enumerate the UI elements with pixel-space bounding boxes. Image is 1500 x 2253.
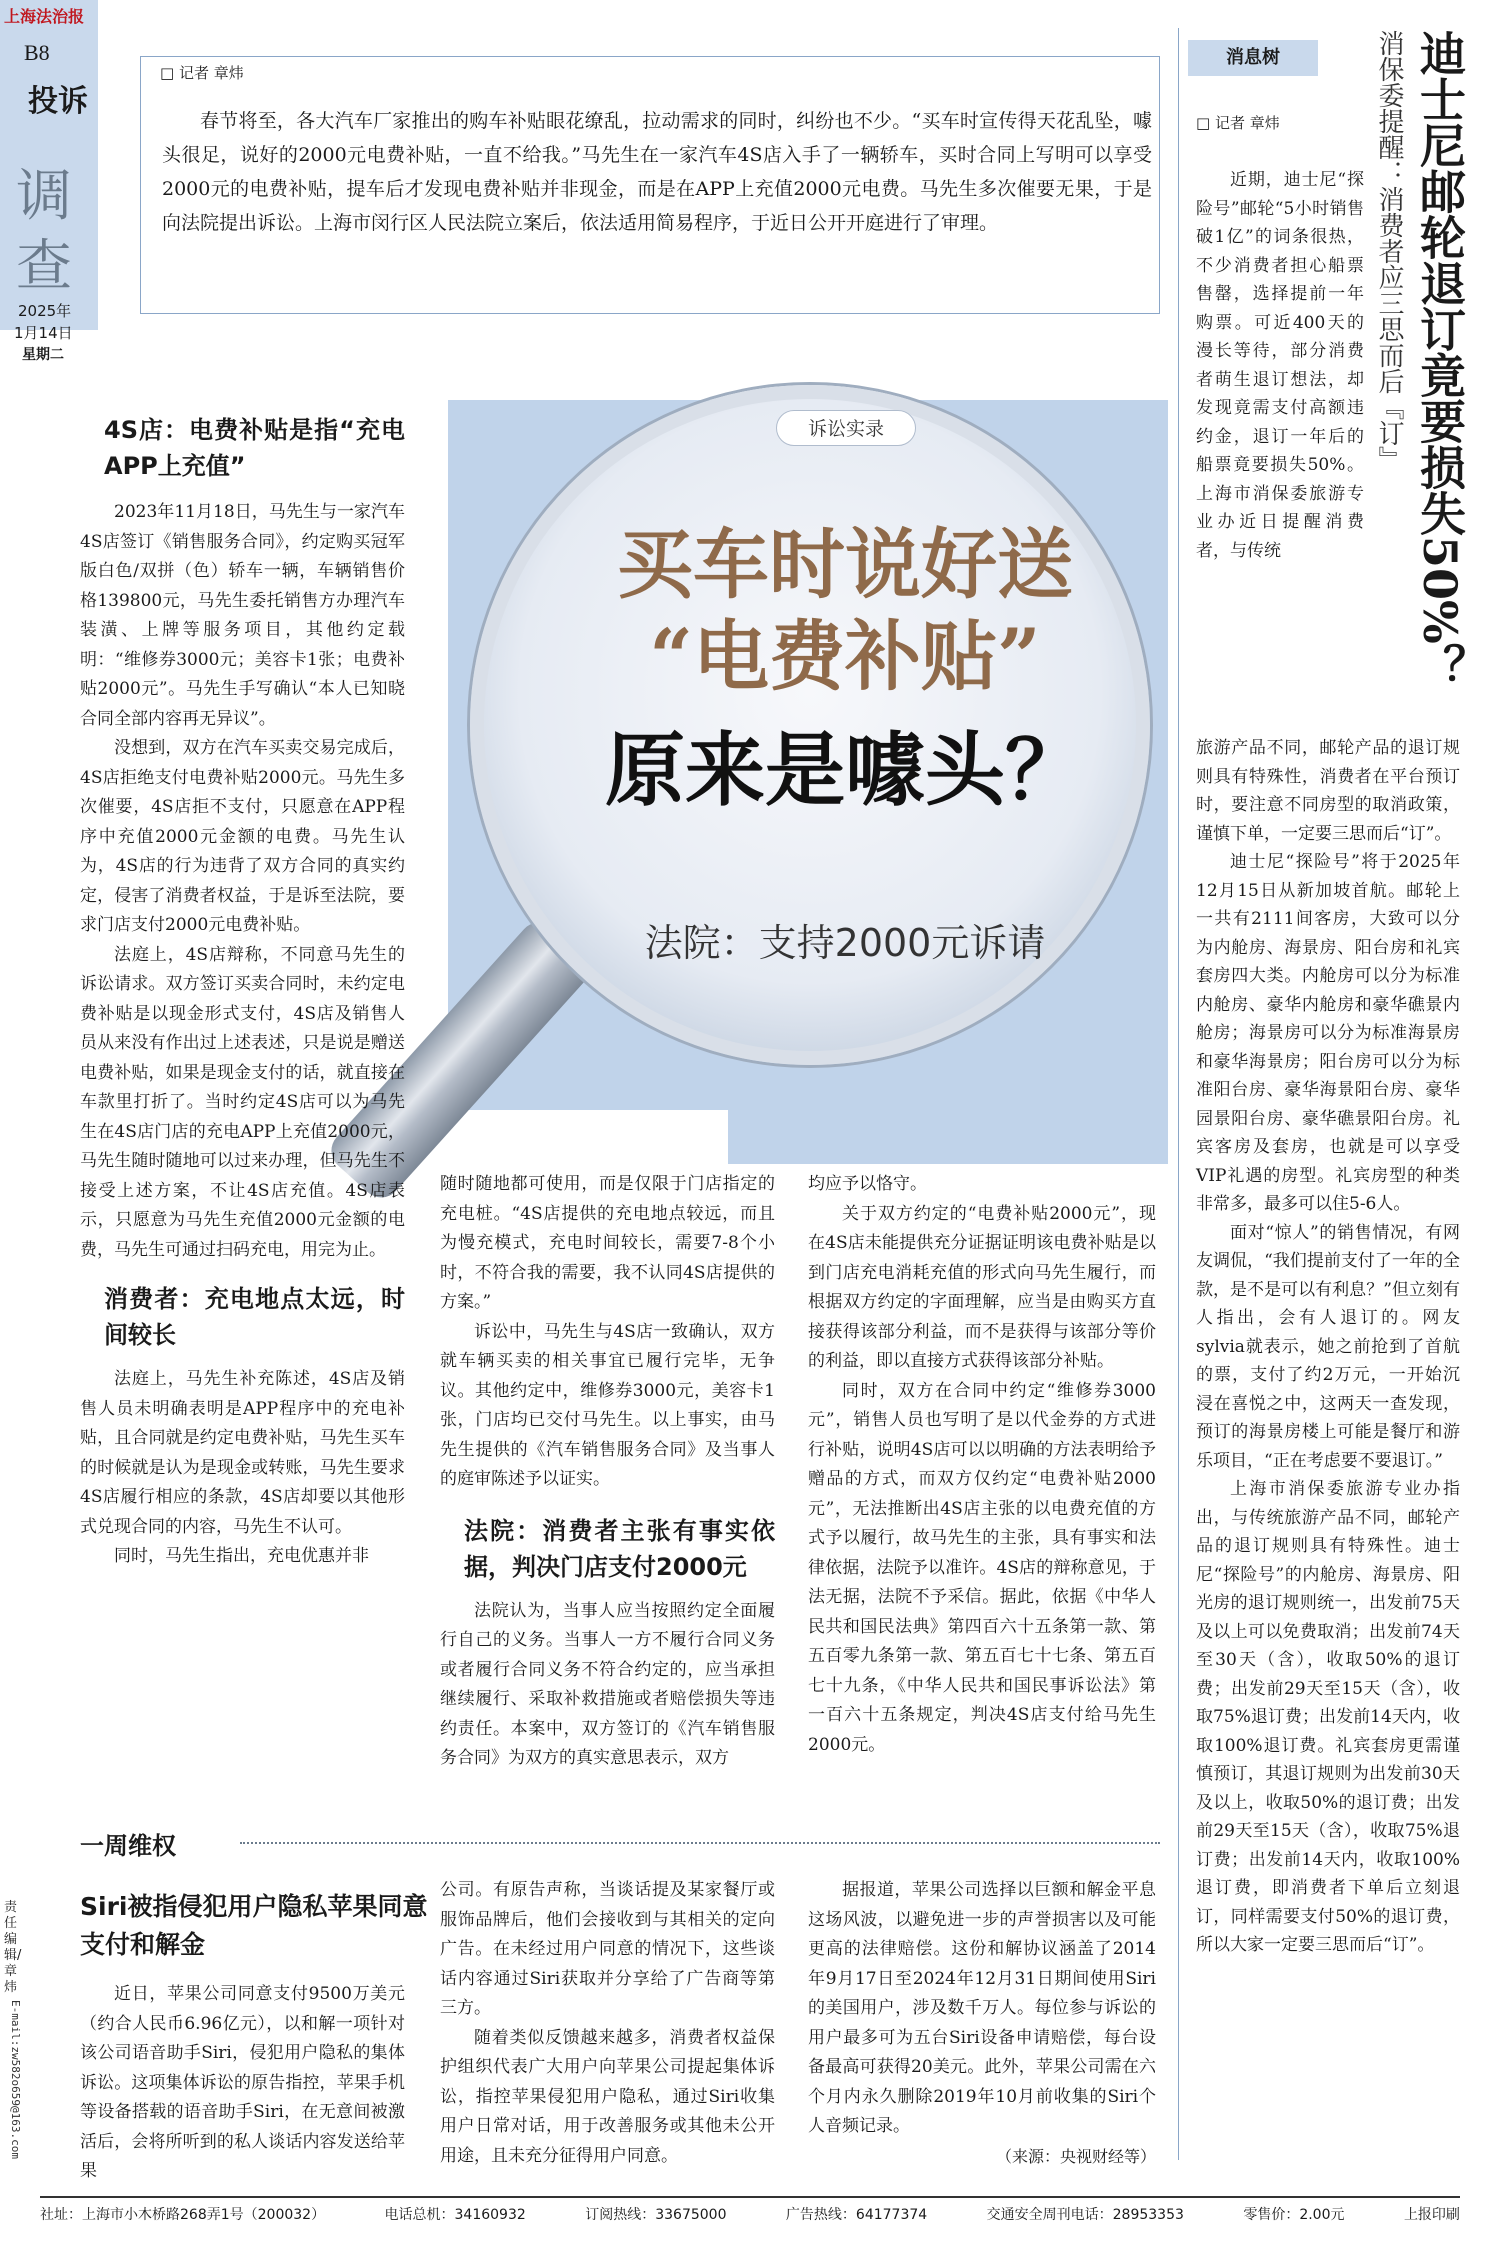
footer-traffic: 交通安全周刊电话：28953353 — [986, 2207, 1184, 2223]
issue-year: 2025年 — [18, 302, 72, 320]
paragraph: 2023年11月18日，马先生与一家汽车4S店签订《销售服务合同》，约定购买冠军版白色/双拼（色）轿车一辆，车辆销售价格139800元，马先生委托销售方办理汽车装潢、上牌等服务项目，其他约定载明：“维修券3000元；美容卡1张；电费补贴2000元”。马先生手写确认“本人已知晓合同全部内容再无异议”。 — [80, 502, 405, 729]
paragraph: 诉讼中，马先生与4S店一致确认，双方就车辆买卖的相关事宜已履行完毕，无争议。其他约定中，维修券3000元，美容卡1张，门店均已交付马先生。以上事实，由马先生提供的《汽车销售服务合同》及当事人的庭审陈述予以证实。 — [440, 1321, 775, 1489]
paragraph: 面对“惊人”的销售情况，有网友调侃，“我们提前支付了一年的全款，是不是可以有利息？”但立刻有人指出，会有人退订的。网友sylvia就表示，她之前抢到了首航的票，支付了约2万元，一开始沉浸在喜悦之中，这两天一查发现，预订的海景房楼上可能是餐厅和游乐项目，“正在考虑要不要退订。” — [1196, 1222, 1460, 1471]
paragraph: 随着类似反馈越来越多，消费者权益保护组织代表广大用户向苹果公司提起集体诉讼，指控苹果侵犯用户隐私，通过Siri收集用户日常对话，用于改善服务或其他未公开用途，且未充分征得用户同意。 — [440, 2027, 775, 2166]
lead-paragraph: 春节将至，各大汽车厂家推出的购车补贴眼花缭乱，拉动需求的同时，纠纷也不少。“买车时宣传得天花乱坠，噱头很足，说好的2000元电费补贴，一直不给我。”马先生在一家汽车4S店入手了一辆轿车，买时合同上写明可以享受2000元的电费补贴，提车后才发现电费补贴并非现金，而是在APP上充值2000元电费。马先生多次催要无果，于是向法院提出诉讼。上海市闵行区人民法院立案后，依法适用简易程序，于近日公开开庭进行了审理。 — [162, 110, 1152, 234]
footer-rule — [40, 2196, 1460, 2198]
headline-subhead: 法院：支持2000元诉请 — [644, 921, 1046, 965]
sidebar-paragraph-narrow — [1196, 166, 1364, 565]
footer-price: 零售价：2.00元 — [1243, 2207, 1345, 2223]
footer-tel: 电话总机：34160932 — [384, 2207, 526, 2223]
sidebar-column — [1196, 734, 1460, 1960]
footer-address: 社址：上海市小木桥路268弄1号（200032） — [40, 2207, 326, 2223]
paragraph: 均应予以恪守。 — [808, 1174, 927, 1194]
subheading-4s: 4S店：电费补贴是指“充电APP上充值” — [104, 416, 405, 480]
weekly-section-label: 一周维权 — [80, 1832, 176, 1860]
paragraph: 迪士尼“探险号”将于2025年12月15日从新加坡首航。邮轮上一共有2111间客房，大致可以分为内舱房、海景房、阳台房和礼宾套房四大类。内舱房可以分为标准内舱房、豪华内舱房和豪华礁景内舱房；海景房可以分为标准海景房和豪华海景房；阳台房可以分为标准阳台房、豪华海景阳台房、豪华园景阳台房、豪华礁景阳台房。礼宾客房及套房，也就是可以享受VIP礼遇的房型。礼宾房型的种类非常多，最多可以住5-6人。 — [1196, 852, 1460, 1214]
siri-headline: Siri被指侵犯用户隐私苹果同意支付和解金 — [80, 1892, 428, 1959]
paragraph: 关于双方约定的“电费补贴2000元”，现在4S店未能提供充分证据证明该电费补贴是以到门店充电消耗充值的形式向马先生履行，而根据双方约定的字面理解，应当是由购买方直接获得该部分利益，而不是获得与该部分等价的利益，即以直接方式获得该部分补贴。 — [808, 1203, 1156, 1371]
sidebar-tag: 消息树 — [1188, 40, 1318, 76]
sidebar-subtitle: 消保委提醒：消费者应三思而后『订』 — [1374, 30, 1404, 472]
article-column-1 — [80, 412, 405, 1572]
footer-ad: 广告热线：64177374 — [785, 2207, 928, 2223]
paragraph: 旅游产品不同，邮轮产品的退订规则具有特殊性，消费者在平台预订时，要注意不同房型的取消政策，谨慎下单，一定要三思而后“订”。 — [1196, 738, 1460, 844]
lead-byline: □ 记者 章炜 — [160, 64, 244, 82]
paragraph: 没想到，双方在汽车买卖交易完成后，4S店拒绝支付电费补贴2000元。马先生多次催要，4S店拒不支付，只愿意在APP程序中充值2000元金额的电费。马先生认为，4S店的行为违背了双方合同的真实约定，侵害了消费者权益，于是诉至法院，要求门店支付2000元电费补贴。 — [80, 738, 405, 935]
issue-weekday: 星期二 — [22, 347, 64, 363]
paragraph: 据报道，苹果公司选择以巨额和解金平息这场风波，以避免进一步的声誉损害以及可能更高的法律赔偿。这份和解协议涵盖了2014年9月17日至2024年12月31日期间使用Siri的美国用户，涉及数千万人。每位参与诉讼的用户最多可为五台Siri设备申请赔偿，每台设备最高可获得20美元。此外，苹果公司需在六个月内永久删除2019年10月前收集的Siri个人音频记录。 — [808, 1880, 1156, 2136]
footer-printer: 上报印刷 — [1403, 2207, 1460, 2223]
issue-date: 1月14日 — [14, 324, 73, 342]
paragraph: 法院认为，当事人应当按照约定全面履行自己的义务。当事人一方不履行合同义务或者履行合同义务不符合约定的，应当承担继续履行、采取补救措施或者赔偿损失等违约责任。本案中，双方签订的《汽车销售服务合同》为双方的真实意思表示，双方 — [440, 1600, 775, 1768]
source-note: （来源：央视财经等） — [995, 2146, 1156, 2166]
section-name-1: 投诉 — [28, 84, 88, 119]
page-number: B8 — [24, 40, 50, 65]
sidebar-byline: □ 记者 章炜 — [1196, 114, 1280, 132]
headline-line-3: 原来是噱头？ — [605, 723, 1085, 817]
paper-logo: 上海法治报 — [4, 7, 85, 26]
siri-column-1 — [80, 1980, 405, 2187]
siri-column-3 — [808, 1876, 1156, 2171]
editor-email: E-mail:zw582o659@163.com — [9, 2000, 22, 2159]
section-divider — [240, 1842, 1160, 1844]
paragraph: 近期，迪士尼“探险号”邮轮“5小时销售破1亿”的词条很热，不少消费者担心船票售罄，选择提前一年购票。可近400天的漫长等待，部分消费者萌生退订想法，却发现竟需支付高额违约金，退订一年后的船票竟要损失50%。上海市消保委旅游专业办近日提醒消费者，与传统 — [1196, 170, 1364, 561]
siri-column-2 — [440, 1876, 775, 2171]
paragraph: 法庭上，4S店辩称，不同意马先生的诉讼请求。双方签订买卖合同时，未约定电费补贴是以现金形式支付，4S店及销售人员从来没有作出过上述表述，只是说是赠送电费补贴，如果是现金支付的话，就直接在车款里打折了。当时约定4S店可以为马先生在4S店门店的充电APP上充值2000元，马先生随时随地可以过来办理，但马先生不接受上述方案，不让4S店充值。4S店表示，只愿意为马先生充值2000元金额的电费，马先生可通过扫码充电，用完为止。 — [80, 944, 405, 1260]
sidebar-title: 迪士尼邮轮退订竟要损失50%？ — [1413, 30, 1467, 690]
section-name-2: 调查 — [16, 164, 72, 299]
paragraph: 上海市消保委旅游专业办指出，与传统旅游产品不同，邮轮产品的退订规则具有特殊性。迪士尼“探险号”的内舱房、海景房、阳光房的退订规则统一，出发前75天及以上可以免费取消；出发前74天至30天（含），收取50%的退订费；出发前29天至15天（含），收取75%退订费；出发前14天内，收取100%退订费。礼宾套房更需谨慎预订，其退订规则为出发前30天及以上，收取50%的退订费；出发前29天至15天（含），收取75%退订费；出发前14天内，收取100%退订费，即消费者下单后立刻退订，同样需要支付50%的退订费，所以大家一定要三思而后“订”。 — [1196, 1479, 1460, 1955]
column-divider — [1178, 28, 1179, 2160]
column-tag: 诉讼实录 — [776, 410, 916, 446]
footer — [40, 2204, 1460, 2224]
subheading-court: 法院：消费者主张有事实依据，判决门店支付2000元 — [464, 1516, 775, 1581]
paragraph: 同时，马先生指出，充电优惠并非 — [114, 1546, 369, 1566]
headline-line-1: 买车时说好送 — [617, 520, 1073, 609]
paragraph: 法庭上，马先生补充陈述，4S店及销售人员未明确表明是APP程序中的充电补贴，且合同就是约定电费补贴，马先生买车的时候就是认为是现金或转账，马先生要求4S店履行相应的条款，4S店却要以其他形式兑现合同的内容，马先生不认可。 — [80, 1369, 405, 1537]
footer-subscribe: 订阅热线：33675000 — [585, 2207, 727, 2223]
paragraph: 近日，苹果公司同意支付9500万美元（约合人民币6.96亿元），以和解一项针对该公司语音助手Siri，侵犯用户隐私的集体诉讼。这项集体诉讼的原告指控，苹果手机等设备搭载的语音助手Siri，在无意间被激活后，会将所听到的私人谈话内容发送给苹果 — [80, 1984, 405, 2181]
paragraph: 同时，双方在合同中约定“维修券3000元”，销售人员也写明了是以代金券的方式进行补贴，说明4S店可以以明确的方法表明给予赠品的方式，而双方仅约定“电费补贴2000元”，无法推断出4S店主张的以电费充值的方式予以履行，故马先生的主张，具有事实和法律依据，法院予以准许。4S店的辩称意见，于法无据，法院不予采信。据此，依据《中华人民共和国民法典》第四百六十五条第一款、第五百零九条第一款、第五百七十七条、第五百七十九条，《中华人民共和国民事诉讼法》第一百六十五条规定，判决4S店支付给马先生2000元。 — [808, 1380, 1156, 1755]
article-column-2 — [440, 1170, 775, 1774]
subheading-consumer: 消费者：充电地点太远，时间较长 — [104, 1285, 405, 1349]
paragraph: 随时随地都可使用，而是仅限于门店指定的充电桩。“4S店提供的充电地点较远，而且为慢充模式，充电时间较长，需要7-8个小时，不符合我的需要，我不认同4S店提供的方案。” — [440, 1174, 775, 1312]
paragraph: 公司。有原告声称，当谈话提及某家餐厅或服饰品牌后，他们会接收到与其相关的定向广告。在未经过用户同意的情况下，这些谈话内容通过Siri获取并分享给了广告商等第三方。 — [440, 1880, 775, 2018]
banner-cutout — [448, 1110, 728, 1164]
article-column-3 — [808, 1170, 1156, 1760]
headline-line-2: “电费补贴” — [649, 612, 1041, 701]
editor-credit: 责任编辑/章炜 — [4, 1900, 22, 1995]
